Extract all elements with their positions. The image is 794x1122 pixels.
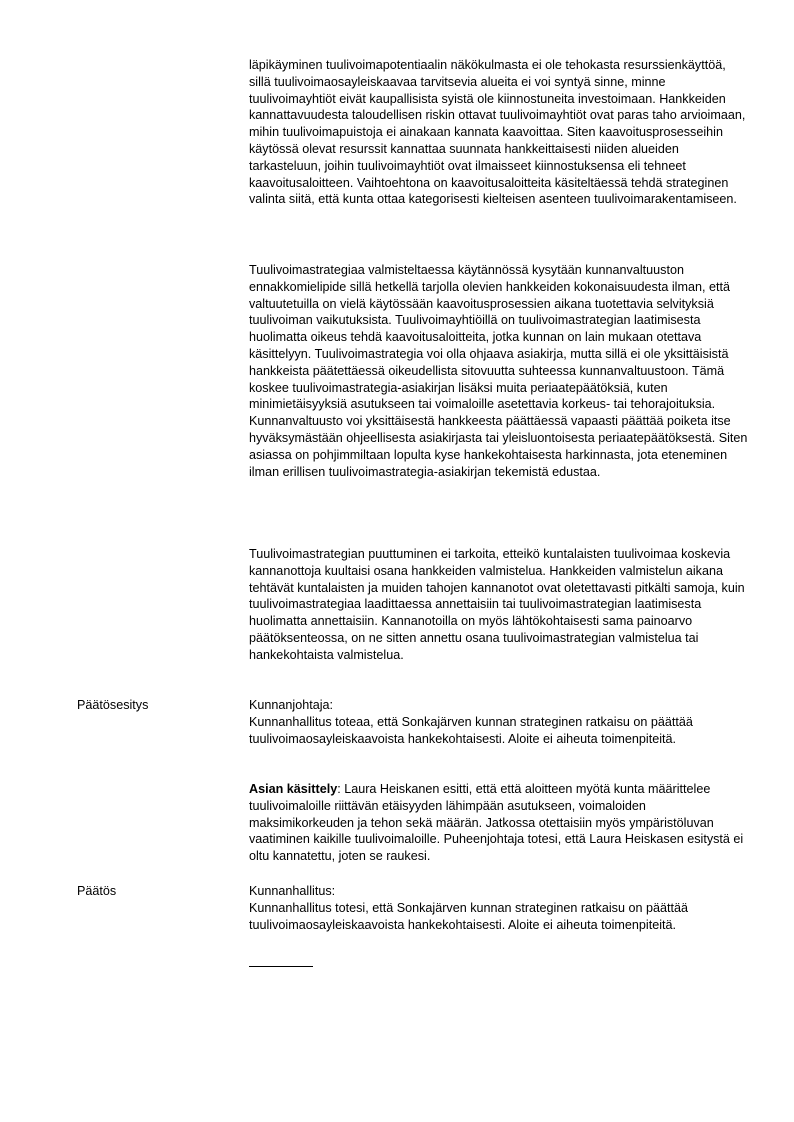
intro-paragraph-1-block	[249, 57, 749, 208]
intro-paragraph-3: Tuulivoimastrategian puuttuminen ei tarkoita, etteikö kuntalaisten tuulivoimaa koskevia kannanottoja kuultaisi osana hankkeiden valmistelua. Hankkeiden valmistelun aikana tehtävät kuntalaisten ja muiden tahojen kannanotot ovat oletettavasti pitkälti samoja, kuin tuulivoimastrategiaa laadittaessa annettaisiin tai tuulivoimastrategian laatimisesta huolimatta annettaisiin. Kannanotoilla on myös lähtökohtaisesti sama painoarvo päätöksenteossa, on ne sitten annettu osana tuulivoimastrategian valmistelua tai hankekohtaista valmistelua.	[249, 547, 745, 662]
decision-label-block	[77, 883, 237, 900]
proposal-label: Päätösesitys	[77, 698, 149, 712]
decision-block	[249, 883, 749, 933]
proposal-block	[249, 697, 749, 747]
decision-text: Kunnanhallitus totesi, että Sonkajärven kunnan strateginen ratkaisu on päättää tuulivoimaosayleiskaavoista hankekohtaisesti. Aloite ei aiheuta toimenpiteitä.	[249, 900, 688, 932]
decision-speaker: Kunnanhallitus:	[249, 884, 336, 898]
intro-paragraph-1: läpikäyminen tuulivoimapotentiaalin näkökulmasta ei ole tehokasta resurssienkäyttöä, sillä tuulivoimaosayleiskaavaa tarvitsevia alueita ei voi syntyä sinne, minne tuulivoimayhtiöt eivät kaupallisista syistä ole kiinnostuneita investoimaan. Hankkeiden kannattavuudesta taloudellisen riskin ottavat tuulivoimayhtiöt ovat paras taho arvioimaan, mihin tuulivoimapuistoja ei ainakaan kannata kaavoittaa. Siten kaavoitusprosesseihin käytössä olevat resurssit kannattaa suunnata hankkeittaisesti niiden alueiden tarkasteluun, joihin tuulivoimayhtiöt ovat ilmaisseet kiinnostuksensa eli tehneet kaavoitusaloitteen. Vaihtoehtona on kaavoitusaloitteita käsiteltäessä tehdä strateginen valinta siitä, että kunta ottaa kategorisesti kielteisen asenteen tuulivoimarakentamiseen.	[249, 58, 746, 207]
handling-title: Asian käsittely	[249, 782, 338, 796]
intro-paragraph-2: Tuulivoimastrategiaa valmisteltaessa käytännössä kysytään kunnanvaltuuston ennakkomielipide sillä hetkellä tarjolla olevien hankkeiden kokonaisuudesta ilman, että valtuutetuilla on vielä käytössään kaavoitusprosessien aikana tuotettavia selvityksiä tuulivoiman vaikutuksista. Tuulivoimayhtiöillä on tuulivoimastrategian laatimisesta huolimatta oikeus tehdä kaavoitusaloitteita, jotka kunnan on lain mukaan otettava käsittelyyn. Tuulivoimastrategia voi olla ohjaava asiakirja, mutta sillä ei ole yksittäisistä hankkeista päätettäessä oikeudellista sitovuutta suhteessa kunnanvaltuustoon. Tämä koskee tuulivoimastrategia-asiakirjan lisäksi muita periaatepäätöksiä, kuten minimietäisyyksiä asutukseen tai voimaloille asetettavia korkeus- tai tehorajoituksia. Kunnanvaltuusto voi yksittäisestä hankkeesta päättäessä vapaasti päättää poiketa itse hyväksymästään ohjeellisesta asiakirjasta tai yleisluontoisesta periaatepäätöksestä. Siten asiassa on pohjimmiltaan lopulta kyse hankekohtaisesta harkinnasta, jota eteneminen ilman erillisen tuulivoimastrategia-asiakirjan tekemistä edustaa.	[249, 263, 748, 479]
proposal-speaker: Kunnanjohtaja:	[249, 698, 334, 712]
handling-paragraph	[249, 781, 749, 865]
handling-block	[249, 781, 749, 865]
intro-paragraph-2-block	[249, 262, 749, 480]
intro-paragraph-3-block	[249, 546, 749, 664]
decision-label: Päätös	[77, 884, 117, 898]
proposal-text: Kunnanhallitus toteaa, että Sonkajärven kunnan strateginen ratkaisu on päättää tuulivoimaosayleiskaavoista hankekohtaisesti. Aloite ei aiheuta toimenpiteitä.	[249, 714, 693, 746]
handling-text: : Laura Heiskanen esitti, että että aloitteen myötä kunta määrittelee tuulivoimaloille riittävän etäisyyden lähimpään asutukseen, voimaloiden maksimikorkeuden ja tehon sekä määrän. Jatkossa otettaisiin myös ympäristöluvan vaatiminen kaikille tuulivoimaloille. Puheenjohtaja totesi, että Laura Heiskasen esitystä ei oltu kannatettu, joten se raukesi.	[249, 782, 744, 864]
proposal-label-block	[77, 697, 237, 714]
closing-rule	[249, 966, 313, 967]
